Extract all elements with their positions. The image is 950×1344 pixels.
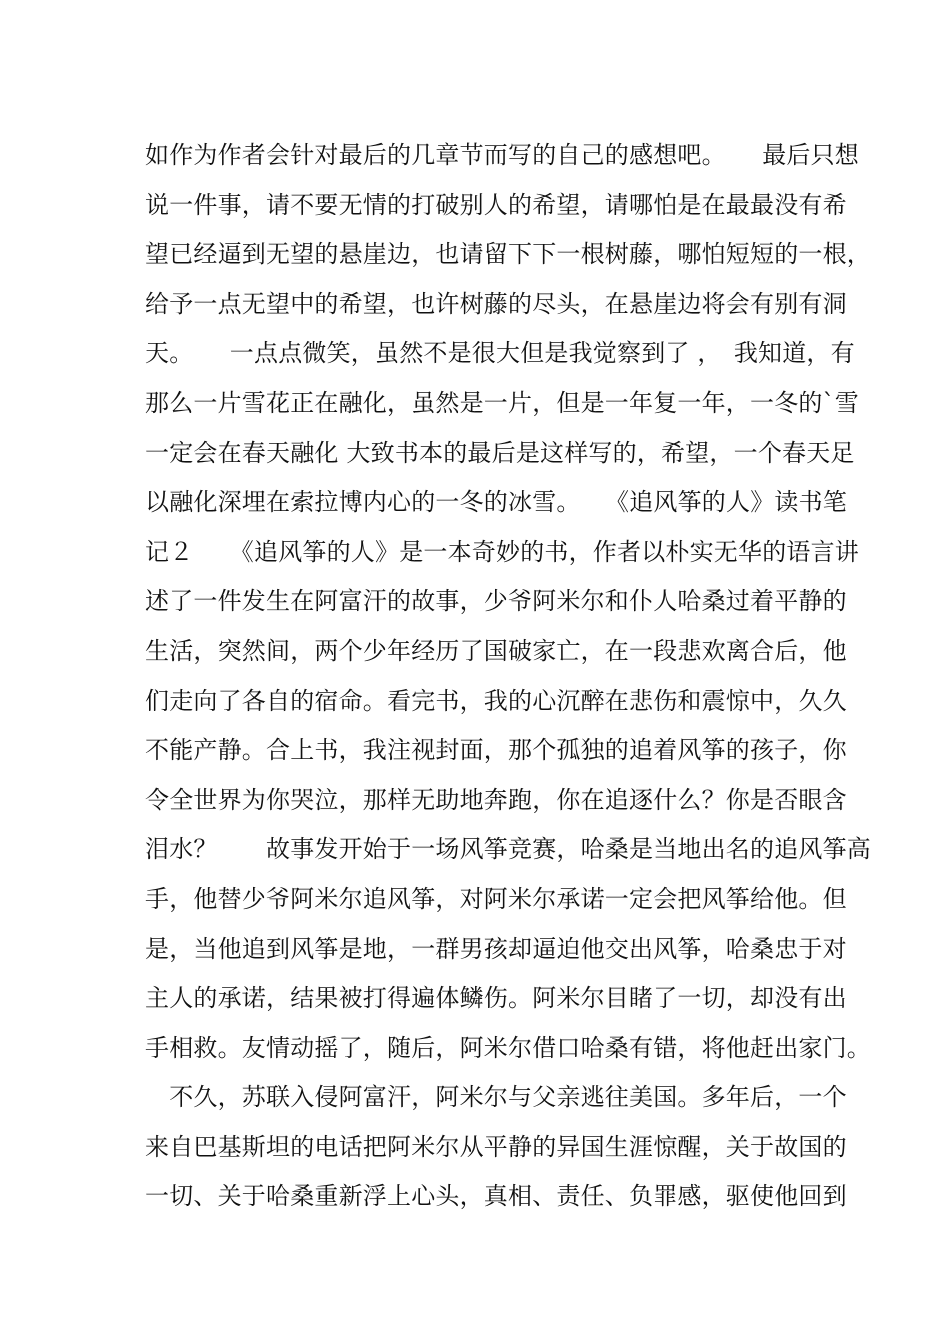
- text-line: 那么一片雪花正在融化，虽然是一片，但是一年复一年，一冬的`雪: [145, 388, 859, 417]
- text-line: 记２ 《追风筝的人》是一本奇妙的书，作者以朴实无华的语言讲: [145, 537, 859, 566]
- text-line: 令全世界为你哭泣，那样无助地奔跑，你在追逐什么？你是否眼含: [145, 785, 847, 814]
- text-line: 不能产静。合上书，我注视封面，那个孤独的追着风筝的孩子，你: [145, 736, 847, 765]
- text-line: 手，他替少爷阿米尔追风筝，对阿米尔承诺一定会把风筝给他。但: [145, 884, 847, 913]
- text-line: 主人的承诺，结果被打得遍体鳞伤。阿米尔目睹了一切，却没有出: [145, 984, 847, 1013]
- text-line: 手相救。友情动摇了，随后，阿米尔借口哈桑有错，将他赶出家门。: [145, 1033, 871, 1062]
- text-line: 生活，突然间，两个少年经历了国破家亡，在一段悲欢离合后，他: [145, 636, 847, 665]
- text-line: 是，当他追到风筝是地，一群男孩却逼迫他交出风筝，哈桑忠于对: [145, 934, 847, 963]
- text-line: 说一件事，请不要无情的打破别人的希望，请哪怕是在最最没有希: [145, 190, 847, 219]
- text-line: 望已经逼到无望的悬崖边，也请留下下一根树藤，哪怕短短的一根，: [145, 240, 871, 269]
- text-line: 们走向了各自的宿命。看完书，我的心沉醉在悲伤和震惊中，久久: [145, 686, 847, 715]
- text-line: 述了一件发生在阿富汗的故事，少爷阿米尔和仆人哈桑过着平静的: [145, 587, 847, 616]
- body-text: [145, 131, 871, 1222]
- text-line: 如作为作者会针对最后的几章节而写的自己的感想吧。 最后只想: [145, 141, 859, 169]
- text-line: 来自巴基斯坦的电话把阿米尔从平静的异国生涯惊醒，关于故国的: [145, 1132, 847, 1161]
- text-line: 泪水？ 故事发开始于一场风筝竞赛，哈桑是当地出名的追风筝高: [145, 835, 871, 864]
- text-line: 天。 一点点微笑，虽然不是很大但是我觉察到了 ， 我知道，有: [145, 339, 855, 368]
- text-line: 以融化深埋在索拉博内心的一冬的冰雪。 《追风筝的人》读书笔: [145, 488, 847, 517]
- text-line: 给予一点无望中的希望，也许树藤的尽头，在悬崖边将会有别有洞: [145, 289, 847, 318]
- text-line: 一定会在春天融化 大致书本的最后是这样写的，希望，一个春天足: [145, 438, 855, 467]
- text-line: 一切、关于哈桑重新浮上心头，真相、责任、负罪感，驱使他回到: [145, 1182, 847, 1211]
- text-line: 不久，苏联入侵阿富汗，阿米尔与父亲逃往美国。多年后，一个: [145, 1083, 847, 1112]
